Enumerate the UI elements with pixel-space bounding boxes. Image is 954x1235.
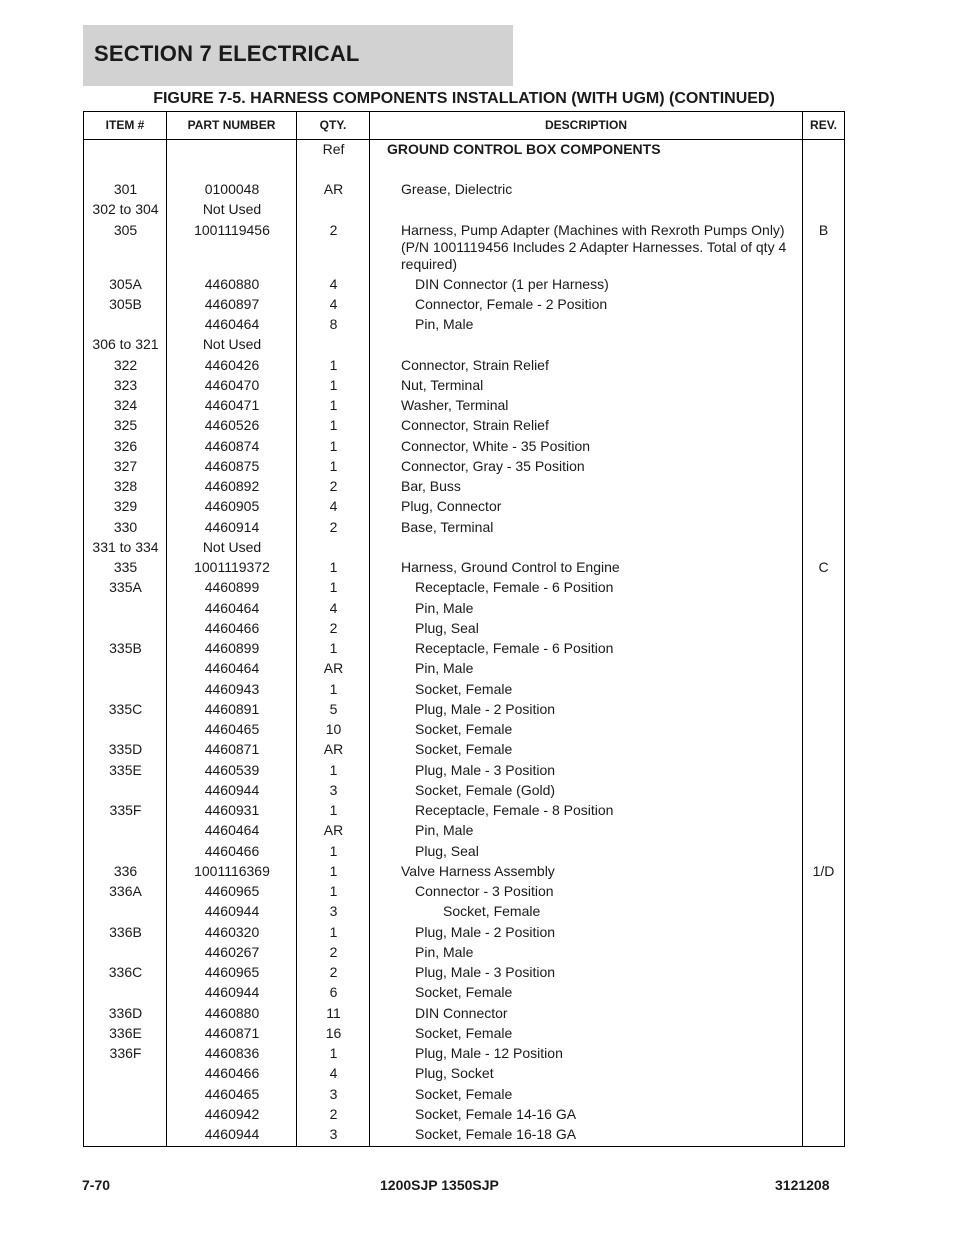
description-cell: Socket, Female (415, 721, 513, 737)
qty-cell: 3 (329, 903, 338, 920)
description-cell: Grease, Dielectric (401, 181, 513, 197)
description-cell: Receptacle, Female - 8 Position (415, 802, 614, 818)
rev-cell (803, 842, 844, 843)
qty-cell: 4 (329, 295, 338, 312)
qty-cell: 4 (329, 599, 338, 616)
part-number-cell: 1001119456 (194, 221, 270, 238)
qty-cell: 8 (329, 316, 338, 332)
description-cell: DIN Connector (415, 1004, 508, 1021)
qty-cell: 1 (329, 1045, 338, 1061)
table-row (84, 842, 844, 862)
item-cell: 331 to 334 (92, 538, 159, 555)
item-cell (84, 1105, 167, 1106)
qty-cell: 1 (329, 923, 338, 940)
header-part-number: PART NUMBER (187, 118, 276, 132)
qty-cell: 2 (329, 964, 338, 980)
qty-cell: 1 (329, 802, 338, 818)
part-number-cell: 4460899 (204, 640, 260, 656)
part-number-cell: Not Used (202, 336, 262, 353)
item-cell: 336 (113, 862, 138, 879)
part-number-cell: 4460267 (204, 943, 260, 960)
table-row (84, 180, 844, 200)
table-row (84, 295, 844, 315)
description-cell: Bar, Buss (401, 478, 461, 494)
description-cell: Pin, Male (415, 316, 474, 332)
rev-cell (803, 740, 844, 741)
section-header (83, 25, 513, 86)
description-cell: Plug, Socket (415, 1065, 494, 1082)
qty-cell: 11 (326, 1004, 341, 1021)
item-cell (84, 680, 167, 681)
rev-cell (803, 720, 844, 721)
table-row (84, 1105, 844, 1125)
qty-cell: 1 (329, 862, 338, 879)
description-cell: Socket, Female (415, 741, 513, 758)
part-number-cell: 4460466 (204, 619, 260, 636)
item-cell: 305A (109, 275, 142, 292)
description-cell: Socket, Female (415, 984, 513, 1001)
part-number-cell: 4460944 (204, 781, 260, 798)
description-cell: Pin, Male (415, 660, 474, 677)
description-cell (401, 200, 811, 201)
table-row (84, 1125, 844, 1145)
table-row (84, 558, 844, 578)
rev-cell (803, 518, 844, 519)
part-number-cell: 4460899 (204, 579, 260, 596)
item-cell: 305B (109, 295, 142, 312)
qty-cell: 1 (329, 376, 338, 393)
rev-cell (803, 923, 844, 924)
part-number-cell: 4460944 (204, 903, 260, 920)
rev-cell: 1/D (812, 862, 835, 879)
part-number-cell: 4460897 (204, 295, 260, 312)
table-row (84, 659, 844, 679)
qty-cell: Ref (322, 141, 345, 157)
rev-cell (803, 659, 844, 660)
item-cell: 335E (109, 761, 142, 778)
part-number-cell: 4460944 (204, 1126, 260, 1142)
part-number-cell: 4460874 (204, 437, 260, 454)
rev-cell (803, 376, 844, 377)
item-cell: 335F (109, 802, 142, 818)
rev-cell (803, 1024, 844, 1025)
part-number-cell: 4460944 (204, 984, 260, 1001)
description-cell: Connector, Strain Relief (401, 417, 549, 434)
part-number-cell: 4460943 (204, 680, 260, 697)
part-number-cell: 4460905 (204, 498, 260, 515)
item-cell (84, 1085, 167, 1086)
model-number: 1200SJP 1350SJP (380, 1177, 499, 1193)
part-number-cell: 4460464 (204, 660, 260, 677)
description-cell: Pin, Male (415, 599, 474, 616)
table-row (84, 356, 844, 376)
part-number-cell: 4460914 (204, 518, 260, 535)
description-cell: Plug, Male - 2 Position (415, 700, 556, 717)
part-number-cell: 4460892 (204, 478, 260, 494)
part-number-cell: 4460526 (204, 417, 260, 434)
description-cell: Pin, Male (415, 943, 474, 960)
item-cell (84, 1064, 167, 1065)
qty-cell: 1 (329, 417, 338, 434)
rev-cell (803, 396, 844, 397)
header-description: DESCRIPTION (544, 118, 627, 132)
qty-cell: 6 (329, 984, 338, 1001)
part-number-cell: 4460466 (204, 1065, 260, 1082)
rev-cell (803, 275, 844, 276)
table-row (84, 1044, 844, 1064)
rev-cell (803, 761, 844, 762)
item-cell: 336F (109, 1045, 142, 1061)
rev-cell (803, 902, 844, 903)
qty-cell: 16 (325, 1024, 342, 1041)
table-body (84, 140, 844, 1145)
description-cell: Receptacle, Female - 6 Position (415, 579, 614, 596)
part-number-cell: 4460871 (204, 1024, 260, 1041)
part-number-cell: 4460871 (204, 741, 260, 758)
description-cell: Connector, White - 35 Position (401, 437, 591, 454)
qty-cell (297, 538, 370, 539)
item-cell (84, 315, 167, 316)
rev-cell (803, 335, 844, 336)
table-row (84, 700, 844, 720)
qty-cell: 1 (329, 457, 338, 474)
rev-cell (803, 1105, 844, 1106)
rev-cell (803, 180, 844, 181)
qty-cell: 2 (329, 478, 338, 494)
table-row (84, 882, 844, 902)
part-number-cell: 4460965 (204, 964, 260, 980)
rev-cell (803, 700, 844, 701)
rev-cell (803, 943, 844, 944)
item-cell: 325 (113, 417, 138, 434)
rev-cell (803, 1085, 844, 1086)
description-cell: GROUND CONTROL BOX COMPONENTS (387, 141, 661, 157)
qty-cell: AR (323, 741, 344, 758)
item-cell: 328 (113, 478, 138, 494)
description-cell: Socket, Female (Gold) (415, 781, 556, 798)
qty-cell: 2 (329, 943, 338, 960)
table-row (84, 639, 844, 659)
part-number-cell: 4460426 (204, 356, 260, 373)
table-row (84, 619, 844, 639)
part-number-cell: Not Used (202, 538, 262, 555)
qty-cell: 10 (325, 721, 342, 737)
item-cell: 335B (109, 640, 142, 656)
part-number-cell: 4460464 (204, 316, 260, 332)
qty-cell: 1 (329, 680, 338, 697)
description-cell: Connector, Strain Relief (401, 356, 549, 373)
rev-cell (803, 1044, 844, 1045)
table-row (84, 862, 844, 882)
item-cell (84, 821, 167, 822)
table-row (84, 801, 844, 821)
qty-cell: 4 (329, 275, 338, 292)
rev-cell (803, 680, 844, 681)
part-number-cell: 4460471 (204, 397, 260, 413)
header-item: ITEM # (105, 118, 145, 132)
table-row (84, 477, 844, 497)
rev-cell (803, 416, 844, 417)
table-row (84, 1024, 844, 1044)
part-number-cell: 4460836 (204, 1045, 260, 1061)
description-cell: Plug, Male - 3 Position (415, 761, 556, 778)
rev-cell (803, 801, 844, 802)
description-cell (401, 538, 811, 539)
part-number-cell: 4460931 (204, 802, 260, 818)
qty-cell: 2 (329, 221, 338, 238)
part-number-cell: 4460880 (204, 1004, 260, 1021)
rev-cell (803, 1064, 844, 1065)
part-number-cell: 1001119372 (194, 559, 270, 575)
item-cell: 335 (113, 559, 138, 575)
rev-cell (803, 497, 844, 498)
item-cell: 335C (108, 700, 143, 717)
description-cell: Plug, Seal (415, 842, 479, 859)
qty-cell: AR (323, 181, 344, 197)
qty-cell: 1 (329, 640, 338, 656)
description-cell: Connector, Female - 2 Position (415, 295, 608, 312)
item-cell: 323 (113, 376, 138, 393)
rev-cell (803, 200, 844, 201)
item-cell: 336D (108, 1004, 143, 1021)
page-number: 7-70 (82, 1177, 111, 1193)
qty-cell: 2 (329, 619, 338, 636)
description-cell: Connector, Gray - 35 Position (401, 457, 585, 474)
qty-cell: 1 (329, 579, 338, 596)
table-row (84, 437, 844, 457)
part-number-cell: 4460466 (204, 842, 260, 859)
parts-table (83, 111, 845, 1147)
description-cell: Plug, Connector (401, 498, 502, 515)
description-cell: Nut, Terminal (401, 376, 484, 393)
item-cell: 301 (113, 181, 138, 197)
table-row (84, 315, 844, 335)
rev-cell (803, 356, 844, 357)
rev-cell (803, 781, 844, 782)
description-cell: Socket, Female (415, 1024, 513, 1041)
qty-cell: 1 (329, 437, 338, 454)
item-cell: 322 (113, 356, 138, 373)
part-number-cell: 4460880 (204, 275, 260, 292)
rev-cell (803, 882, 844, 883)
item-cell: 324 (113, 397, 138, 413)
description-cell: Socket, Female (415, 1085, 513, 1102)
description-cell: Socket, Female (443, 903, 541, 920)
part-number-cell: Not Used (202, 201, 262, 218)
item-cell: 329 (113, 498, 138, 515)
rev-cell (803, 140, 844, 141)
description-cell (401, 335, 811, 336)
table-row (84, 376, 844, 396)
description-cell: DIN Connector (1 per Harness) (415, 275, 609, 292)
qty-cell: 2 (329, 1105, 338, 1122)
item-cell (84, 619, 167, 620)
item-cell (84, 599, 167, 600)
description-cell: Plug, Male - 12 Position (415, 1045, 563, 1061)
part-number-cell: 4460539 (204, 761, 260, 778)
part-number-cell: 4460465 (204, 1085, 260, 1102)
table-row (84, 720, 844, 740)
part-number-cell: 4460942 (204, 1105, 260, 1122)
part-number-cell: 4460464 (204, 822, 260, 839)
rev-cell (803, 315, 844, 316)
header-qty: QTY. (319, 118, 347, 132)
description-cell: Harness, Pump Adapter (Machines with Rexroth Pumps Only) (P/N 1001119456 Includes 2 Adapter Harnesses. Total of qty 4 required) (401, 221, 787, 272)
header-rev: REV. (810, 118, 837, 132)
item-cell (84, 842, 167, 843)
item-cell: 336E (109, 1024, 142, 1041)
table-row (84, 761, 844, 781)
qty-cell: AR (323, 822, 344, 839)
rev-cell (803, 578, 844, 579)
qty-cell: 3 (329, 1126, 338, 1142)
item-cell (84, 659, 167, 660)
rev-cell (803, 437, 844, 438)
description-cell: Socket, Female 16-18 GA (415, 1126, 577, 1142)
item-cell: 335A (109, 579, 142, 596)
table-row (84, 963, 844, 983)
rev-cell (803, 963, 844, 964)
qty-cell: 1 (329, 397, 338, 413)
qty-cell: AR (323, 660, 344, 677)
table-row (84, 740, 844, 760)
table-row (84, 1064, 844, 1084)
table-row (84, 1004, 844, 1024)
description-cell: Socket, Female (415, 680, 513, 697)
qty-cell: 3 (329, 781, 338, 798)
description-cell: Plug, Seal (415, 619, 479, 636)
description-cell: Washer, Terminal (401, 397, 509, 413)
item-cell: 326 (113, 437, 138, 454)
table-row (84, 983, 844, 1003)
description-cell: Receptacle, Female - 6 Position (415, 640, 614, 656)
rev-cell (803, 639, 844, 640)
qty-cell: 1 (329, 559, 338, 575)
qty-cell: 1 (329, 842, 338, 859)
rev-cell (803, 295, 844, 296)
description-cell: Harness, Ground Control to Engine (401, 559, 620, 575)
table-row (84, 200, 844, 220)
item-cell (84, 983, 167, 984)
item-cell: 306 to 321 (92, 336, 159, 353)
rev-cell (803, 457, 844, 458)
qty-cell: 4 (329, 1065, 338, 1082)
rev-cell (803, 538, 844, 539)
rev-cell (803, 1004, 844, 1005)
item-cell (84, 140, 167, 141)
figure-title: FIGURE 7-5. HARNESS COMPONENTS INSTALLATION (WITH UGM) (CONTINUED) (153, 90, 775, 107)
part-number-cell: 4460320 (204, 923, 260, 940)
rev-cell (803, 983, 844, 984)
item-cell: 336C (108, 964, 143, 980)
table-row (84, 1085, 844, 1105)
document-number: 3121208 (775, 1177, 830, 1193)
part-number-cell (167, 140, 297, 141)
qty-cell: 5 (329, 700, 338, 717)
qty-cell (297, 200, 370, 201)
table-row (84, 578, 844, 598)
table-row (84, 902, 844, 922)
qty-cell: 1 (329, 761, 338, 778)
item-cell (84, 943, 167, 944)
part-number-cell: 4460891 (204, 700, 260, 717)
part-number-cell: 1001116369 (194, 862, 270, 879)
rev-cell (803, 1125, 844, 1126)
description-cell: Valve Harness Assembly (401, 862, 555, 879)
rev-cell (803, 599, 844, 600)
item-cell: 336A (109, 883, 142, 899)
table-row (84, 416, 844, 436)
qty-cell: 3 (329, 1085, 338, 1102)
table-row (84, 518, 844, 538)
description-cell: Pin, Male (415, 822, 474, 839)
item-cell (84, 1125, 167, 1126)
table-row (84, 275, 844, 295)
table-row (84, 680, 844, 700)
part-number-cell: 0100048 (204, 181, 260, 197)
table-row (84, 923, 844, 943)
qty-cell (297, 335, 370, 336)
item-cell: 327 (113, 457, 138, 474)
item-cell: 336B (109, 923, 142, 940)
table-row (84, 599, 844, 619)
table-row (84, 943, 844, 963)
item-cell (84, 720, 167, 721)
table-row (84, 396, 844, 416)
item-cell: 330 (113, 518, 138, 535)
table-row (84, 538, 844, 558)
rev-cell (803, 477, 844, 478)
section-title: SECTION 7 ELECTRICAL (94, 41, 360, 66)
description-cell: Base, Terminal (401, 518, 494, 535)
item-cell (84, 902, 167, 903)
description-cell: Plug, Male - 2 Position (415, 923, 556, 940)
table-row (84, 221, 844, 275)
qty-cell: 4 (329, 498, 338, 515)
item-cell: 302 to 304 (92, 201, 159, 218)
qty-cell: 1 (329, 356, 338, 373)
description-cell: Connector - 3 Position (415, 883, 554, 899)
part-number-cell: 4460875 (204, 457, 260, 474)
item-cell (84, 781, 167, 782)
part-number-cell: 4460465 (204, 721, 260, 737)
rev-cell: C (818, 559, 829, 575)
table-row (84, 781, 844, 801)
table-row (84, 335, 844, 355)
item-cell: 305 (113, 221, 138, 238)
qty-cell: 1 (329, 883, 338, 899)
description-cell: Socket, Female 14-16 GA (415, 1105, 577, 1122)
part-number-cell: 4460470 (204, 376, 260, 393)
table-row (84, 821, 844, 841)
rev-cell (803, 821, 844, 822)
rev-cell: B (818, 221, 829, 238)
qty-cell: 2 (329, 518, 338, 535)
rev-cell (803, 619, 844, 620)
part-number-cell: 4460965 (204, 883, 260, 899)
description-cell: Plug, Male - 3 Position (415, 964, 556, 980)
table-row (84, 497, 844, 517)
table-row (84, 140, 844, 180)
item-cell: 335D (108, 741, 143, 758)
part-number-cell: 4460464 (204, 599, 260, 616)
table-row (84, 457, 844, 477)
